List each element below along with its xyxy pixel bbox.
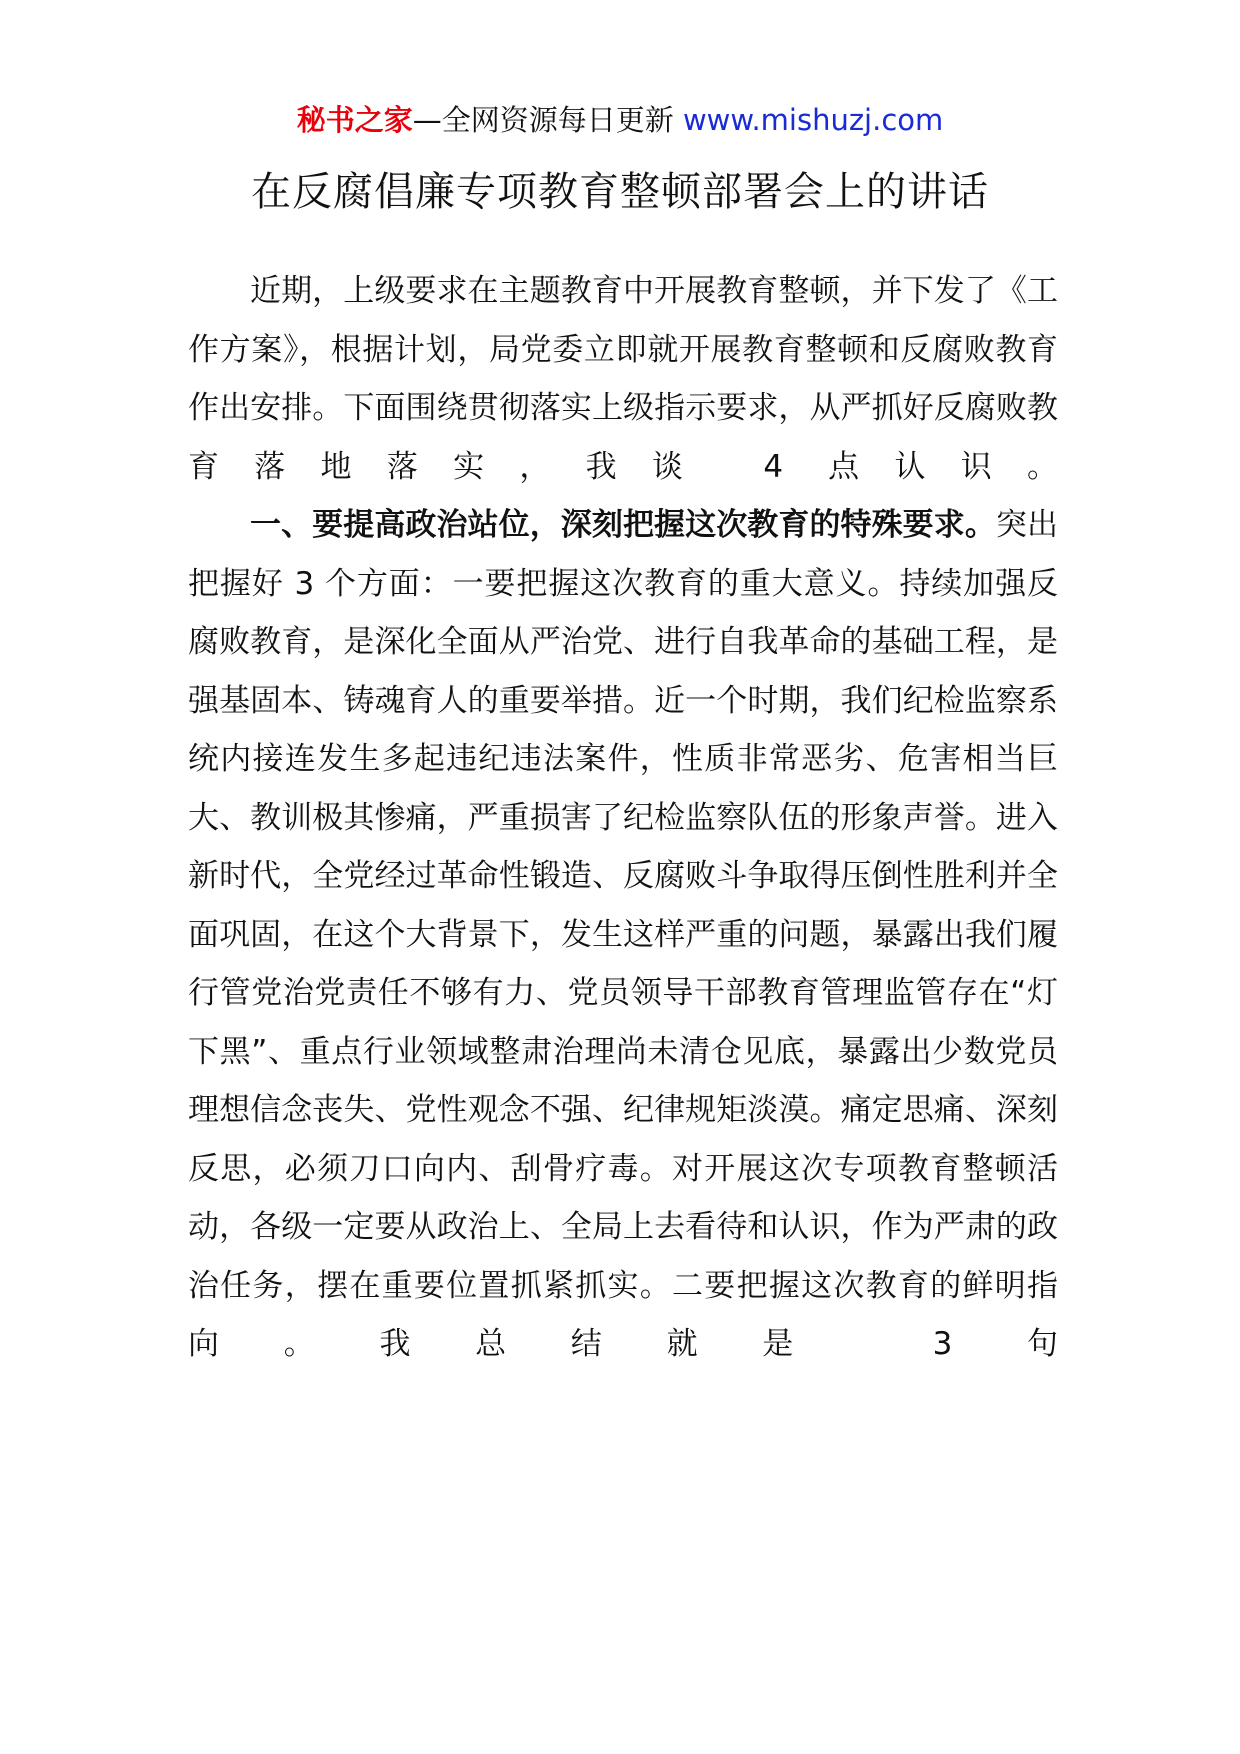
section-text: 突出把握好 3 个方面：一要把握这次教育的重大意义。持续加强反腐败教育，是深化全面从严治党、进行自我革命的基础工程，是强基固本、铸魂育人的重要举措。近一个时期，我们纪检监察系统内接连发生多起违纪违法案件，性质非常恶劣、危害相当巨大、教训极其惨痛，严重损害了纪检监察队伍的形象声誉。进入新时代，全党经过革命性锻造、反腐败斗争取得压倒性胜利并全面巩固，在这个大背景下，发生这样严重的问题，暴露出我们履行管党治党责任不够有力、党员领导干部教育管理监管存在“灯下黑”、重点行业领域整肃治理尚未清仓见底，暴露出少数党员理想信念丧失、党性观念不强、纪律规矩淡漠。痛定思痛、深刻反思，必须刀口向内、刮骨疗毒。对开展这次专项教育整顿活动，各级一定要从政治上、全局上去看待和认识，作为严肃的政治任务，摆在重要位置抓紧抓实。二要把握这次教育的鲜明指向。我总结就是 3 句	[188, 507, 1059, 1362]
document-body	[188, 262, 1058, 1374]
banner-tagline: —全网资源每日更新	[412, 103, 683, 137]
site-url-link[interactable]: www.mishuzj.com	[682, 103, 944, 137]
paragraph-intro: 近期，上级要求在主题教育中开展教育整顿，并下发了《工作方案》，根据计划，局党委立即就开展教育整顿和反腐败教育作出安排。下面围绕贯彻落实上级指示要求，从严抓好反腐败教育落地落实，我谈 4 点认识。	[188, 273, 1058, 485]
site-banner	[0, 100, 1240, 140]
paragraph-section-one	[188, 496, 1058, 1374]
document-title: 在反腐倡廉专项教育整顿部署会上的讲话	[251, 169, 989, 215]
brand-name: 秘书之家	[296, 103, 413, 137]
section-heading: 一、要提高政治站位，深刻把握这次教育的特殊要求。	[250, 507, 996, 543]
